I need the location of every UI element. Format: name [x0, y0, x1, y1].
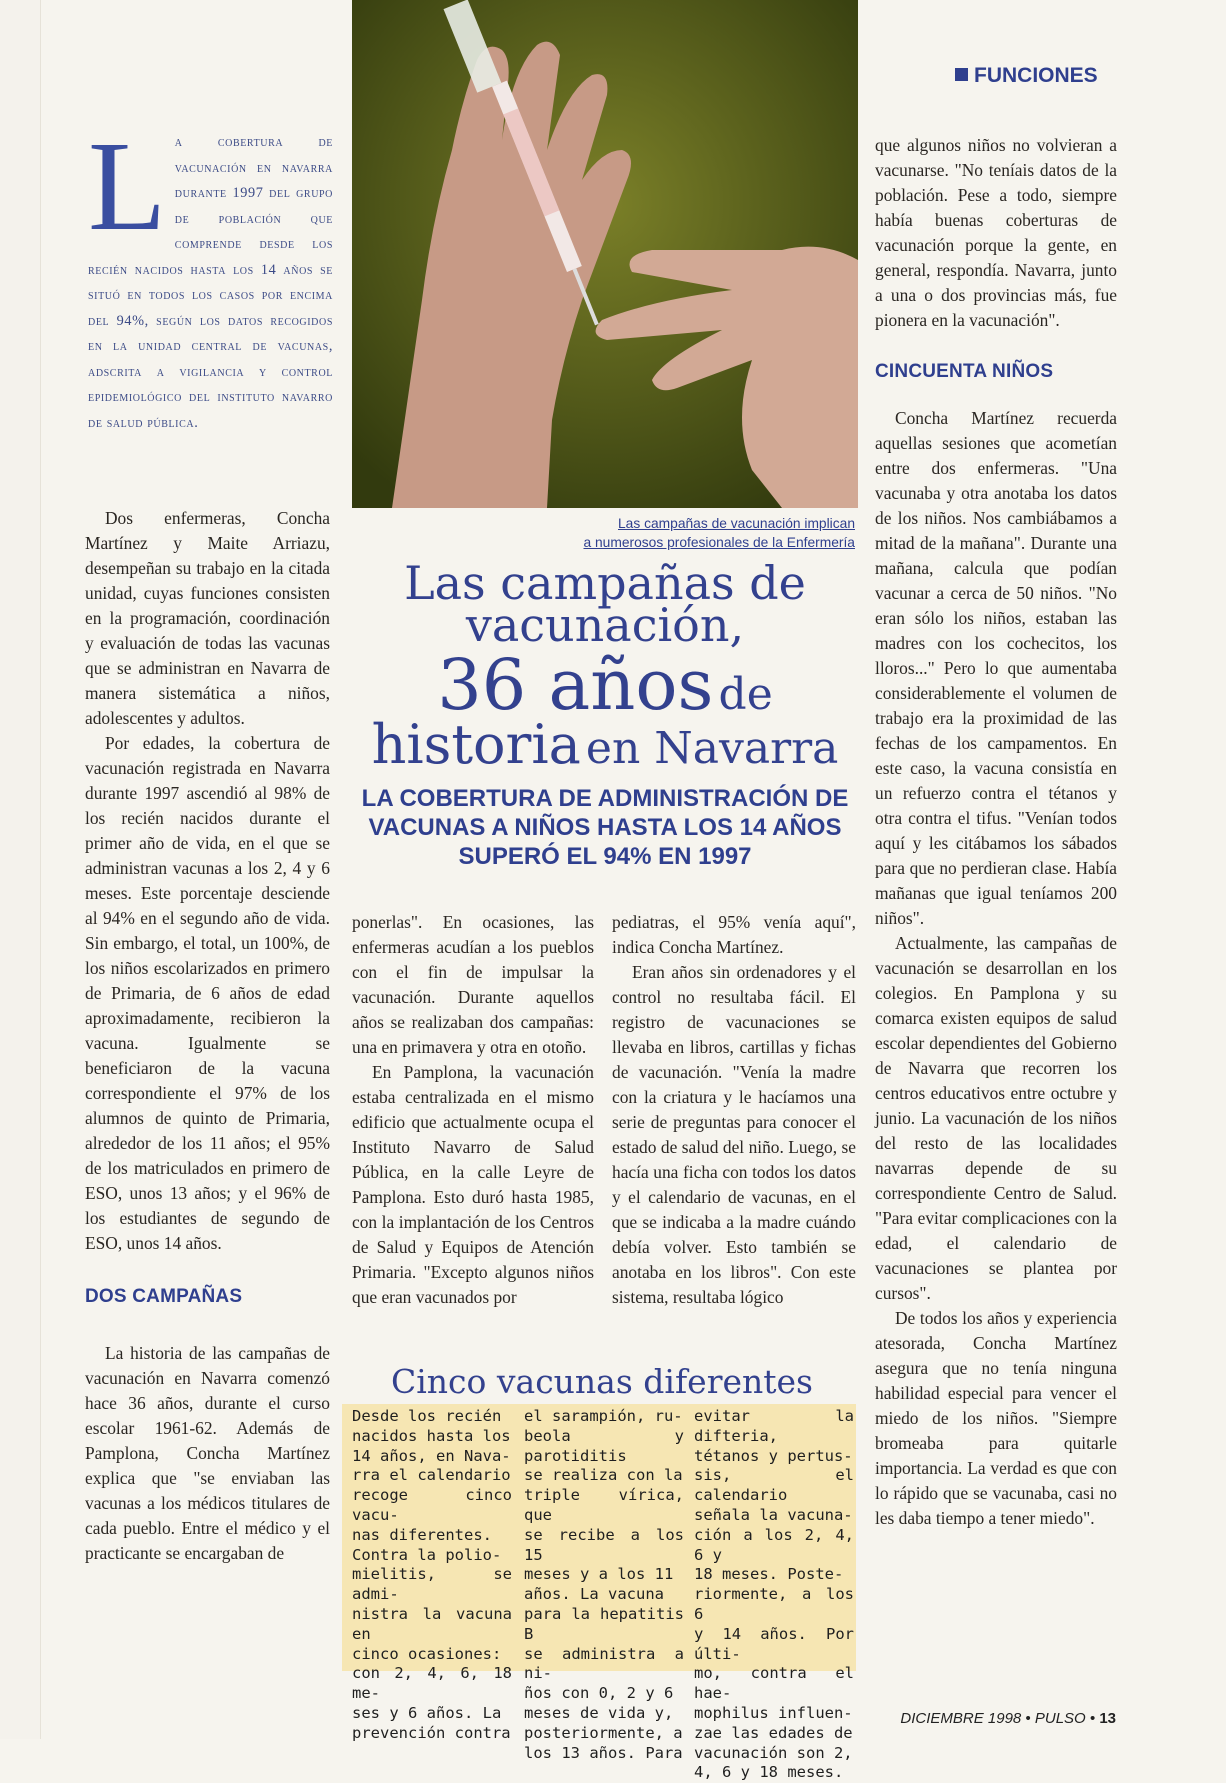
drop-cap: L	[88, 115, 167, 257]
box-line: nistra la vacuna en	[352, 1604, 512, 1643]
box-column-1	[352, 1407, 512, 1744]
paragraph: La historia de las campañas de vacunación en Navarra comenzó hace 36 años, durante el curso escolar 1961-62. Además de Pamplona, Concha Martínez explica que "se enviaban las vacunas a los médicos titulares de cada pueblo. Entre el médico y el practicante se encargaban de	[85, 1343, 330, 1563]
box-line: 18 meses. Poste-	[694, 1565, 844, 1584]
paragraph: En Pamplona, la vacunación estaba centralizada en el mismo edificio que actualmente ocupa el Instituto Navarro de Salud Pública, en la calle Leyre de Pamplona. Esto duró hasta 1985, con la implantación de los Centros de Salud y Equipos de Atención Primaria. "Excepto algunos niños que eran vacunados por	[352, 1062, 594, 1307]
box-line: ción a los 2, 4, 6 y	[694, 1525, 854, 1564]
title-line	[352, 644, 858, 726]
box-line: nas diferentes.	[352, 1525, 492, 1544]
title-emphasis: historia	[371, 713, 581, 776]
box-line: rra el calendario	[352, 1466, 511, 1485]
box-line: se realiza con la	[524, 1466, 683, 1485]
box-line: 14 años, en Nava-	[352, 1446, 511, 1465]
paragraph: Concha Martínez recuerda aquellas sesiones que acometían entre dos enfermeras. "Una vacunaba y otra anotaba los datos de los niños. Nos cambiábamos a mitad de la mañana". Durante una mañana, calcula que podían vacunar a cerca de 50 niños. "No eran sólo los niños, estaban las madres con los cochecitos, los lloros..." Pero lo que aumentaba considerablemente el volumen de trabajo era la proximidad de las fechas de los campamentos. En este caso, la vacuna consistía en un refuerzo contra el tétanos y otra contra el tifus. "Venían todos aquí y les citábamos los sábados para que no perdieran clase. Había mañanas que igual teníamos 200 niños".	[875, 408, 1117, 928]
photo-caption	[520, 514, 855, 552]
title-line	[352, 713, 858, 776]
box-line: el sarampión, ru-	[524, 1407, 683, 1425]
page-gutter	[0, 0, 41, 1739]
box-line: zae las edades de	[694, 1723, 853, 1742]
box-line: nacidos hasta los	[352, 1426, 511, 1445]
section-label: FUNCIONES	[974, 64, 1098, 87]
box-line: los 13 años. Para	[524, 1743, 683, 1762]
lead-text: a cobertura de vacunación en navarra durante 1997 del grupo de población que comprende desde los recién nacidos hasta los 14 años se situó en todos los casos por encima del 94%, según los datos recogidos en la unidad central de vacunas, adscrita a vigilancia y control epidemiológico del instituto navarro de salud pública.	[88, 134, 333, 431]
box-line: años. La vacuna	[524, 1585, 664, 1604]
box-line: para la hepatitis B	[524, 1604, 684, 1643]
page-number: 13	[1099, 1710, 1116, 1727]
box-line: y 14 años. Por últi-	[694, 1624, 854, 1663]
box-line: mophilus influen-	[694, 1703, 853, 1722]
paragraph: De todos los años y experiencia atesorada, Concha Martínez asegura que no tenía ninguna habilidad especial para vencer el miedo de los niños. "Siempre bromeaba para quitarle importancia. La verdad es que con lo rápido que se vacunaba, casi no les daba tiempo a tener miedo".	[875, 1308, 1117, 1528]
box-line: posteriormente, a	[524, 1723, 683, 1742]
page-folio: DICIEMBRE 1998 • PULSO • 13	[900, 1710, 1116, 1727]
caption-line: Las campañas de vacunación implican	[618, 516, 855, 531]
title-word: de	[718, 669, 773, 720]
box-line: mielitis, se admi-	[352, 1565, 512, 1604]
box-column-3	[694, 1407, 854, 1783]
section-tag	[955, 64, 1098, 88]
box-line: con 2, 4, 6, 18 me-	[352, 1664, 512, 1703]
box-line: mo, contra el hae-	[694, 1664, 854, 1703]
article-subtitle: LA COBERTURA DE ADMINISTRACIÓN DE VACUNAS A NIÑOS HASTA LOS 14 AÑOS SUPERÓ EL 94% EN 1997	[361, 785, 849, 870]
square-bullet-icon	[955, 68, 968, 81]
box-line: beola y parotiditis	[524, 1426, 684, 1465]
hands-syringe-illustration	[352, 0, 858, 508]
box-line: prevención contra	[352, 1723, 511, 1742]
paragraph: Eran años sin ordenadores y el control no resultaba fácil. El registro de vacunaciones se llevaba en libros, cartillas y fichas de vacunación. "Venía la madre con la criatura y le hacíamos una serie de preguntas para conocer el estado de salud del niño. Luego, se hacía una ficha con todos los datos y el calendario de vacunas, en el que se indicaba a la madre cuándo debía volver. Esto también se anotaba en los libros". Con este sistema, resultaba lógico	[612, 962, 856, 1307]
title-line: vacunación,	[465, 598, 745, 652]
box-line: riormente, a los 6	[694, 1585, 854, 1623]
paragraph: Actualmente, las campañas de vacunación se desarrollan en los colegios. En Pamplona y su comarca existen equipos de salud escolar dependientes del Gobierno de Navarra que recorren los centros educativos entre octubre y junio. La vacunación de los niños del resto de las localidades navarras depende de su correspondiente Centro de Salud. "Para evitar complicaciones con la edad, el calendario de vacunaciones se plantea por cursos".	[875, 933, 1117, 1303]
folio-magazine: PULSO	[1034, 1710, 1086, 1727]
column-1	[85, 506, 330, 1566]
section-heading-dos-campanas: DOS CAMPAÑAS	[85, 1286, 243, 1307]
paragraph: Dos enfermeras, Concha Martínez y Maite Arriazu, desempeñan su trabajo en la citada unidad, cuyas funciones consisten en la programación, coordinación y evaluación de todas las vacunas que se administran en Navarra de manera sistemática a niños, adolescentes y adultos.	[85, 508, 330, 728]
box-line: evitar la difteria,	[694, 1407, 854, 1445]
box-line: meses y a los 11	[524, 1565, 674, 1584]
box-line: Desde los recién	[352, 1407, 502, 1425]
paragraph: Por edades, la cobertura de vacunación registrada en Navarra durante 1997 ascendió al 98% de los recién nacidos durante el primer año de vida, en el que se administran vacunas a los 2, 4 y 6 meses. Este porcentaje desciende al 94% en el segundo año de vida. Sin embargo, el total, un 100%, de los niños escolarizados en primero de Primaria, de 6 años de edad aproximadamente, recibieron la vacuna. Igualmente se beneficiaron de la vacuna correspondiente el 97% de los alumnos de quinto de Primaria, alrededor de los 11 años; el 95% de los matriculados en primero de ESO, unos 13 años; y el 96% de los estudiantes de segundo de ESO, unos 14 años.	[85, 733, 330, 1253]
paragraph: pediatras, el 95% venía aquí", indica Concha Martínez.	[612, 912, 856, 957]
column-4	[875, 133, 1117, 1531]
box-column-2	[524, 1407, 684, 1763]
box-line: triple vírica, que	[524, 1486, 684, 1524]
box-line: meses de vida y,	[524, 1703, 674, 1722]
box-line: ños con 0, 2 y 6	[524, 1684, 674, 1703]
box-line: vacunación son 2,	[694, 1743, 853, 1762]
box-line: 4, 6 y 18 meses.	[694, 1763, 844, 1782]
box-line: señala la vacuna-	[694, 1505, 853, 1524]
box-line: Contra la polio-	[352, 1545, 502, 1564]
column-3	[612, 910, 856, 1310]
section-heading-cincuenta-ninos: CINCUENTA NIÑOS	[875, 361, 1054, 382]
title-word: en Navarra	[585, 723, 839, 774]
box-line: tétanos y pertus-	[694, 1446, 853, 1465]
box-title: Cinco vacunas diferentes	[390, 1362, 813, 1401]
box-line: se recibe a los 15	[524, 1525, 684, 1564]
vaccination-photo	[352, 0, 858, 508]
title-line: Las campañas de	[404, 556, 806, 610]
title-emphasis: 36 años	[437, 644, 714, 726]
folio-date: DICIEMBRE 1998	[900, 1710, 1022, 1727]
paragraph: ponerlas". En ocasiones, las enfermeras acudían a los pueblos con el fin de impulsar la vacunación. Durante aquellos años se realizaban dos campañas: una en primavera y otra en otoño.	[352, 912, 594, 1057]
box-line: sis, el calendario	[694, 1466, 854, 1505]
lead-paragraph	[88, 115, 333, 436]
paragraph: que algunos niños no volvieran a vacunarse. "No teníais datos de la población. Pese a todo, siempre había buenas coberturas de vacunación porque la gente, en general, respondía. Navarra, junto a una o dos provincias más, fue pionera en la vacunación".	[875, 135, 1117, 330]
box-line: se administra a ni-	[524, 1644, 684, 1683]
box-line: recoge cinco vacu-	[352, 1486, 512, 1524]
article-title	[352, 556, 858, 776]
column-2	[352, 910, 594, 1310]
box-line: ses y 6 años. La	[352, 1703, 502, 1722]
box-line: cinco ocasiones:	[352, 1644, 502, 1663]
caption-line: a numerosos profesionales de la Enfermería	[583, 535, 855, 550]
